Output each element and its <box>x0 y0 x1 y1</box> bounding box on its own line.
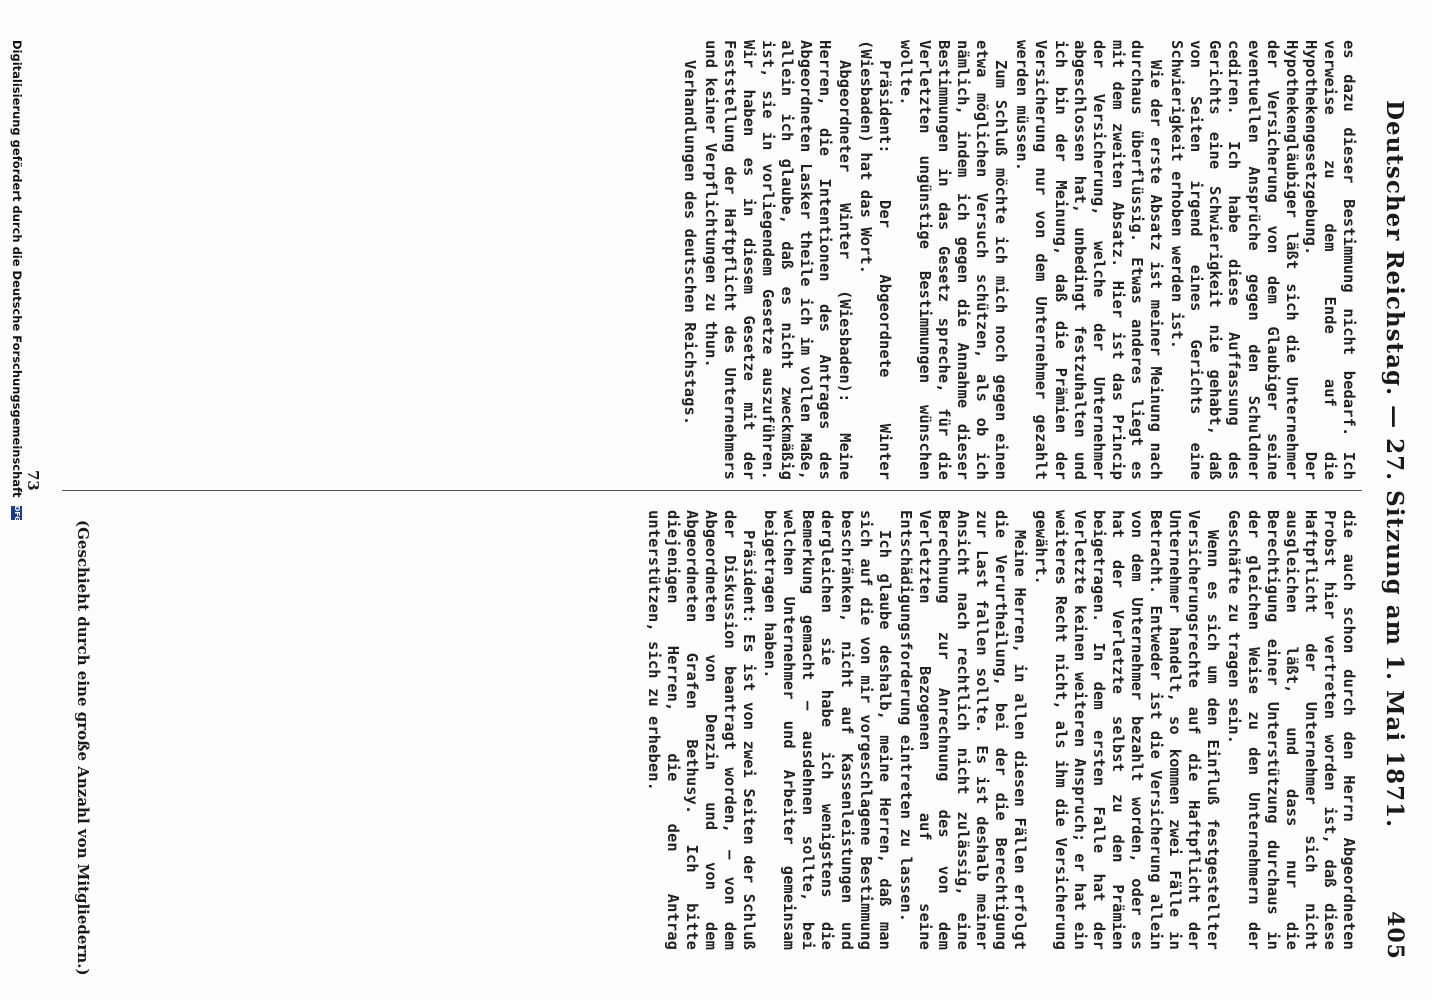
dfg-logo: DFG <box>13 505 21 522</box>
sheet-number: 73 <box>24 470 42 491</box>
bottom-note: (Geschieht durch eine große Anzahl von Mitgliedern.) <box>74 520 92 976</box>
paragraph: Ich glaube deshalb, meine Herren, daß man sich auf die von mir vorgeschlagene Bestimmung beschränken, nicht auf Kassenleistungen und dergleichen sie habe ich wenigstens die Bemerkung gemacht — ausdehnen sollte, bei welchen Unternehmer und Arbeiter gemeinsam beigetragen haben. <box>761 510 894 950</box>
page-header <box>1368 40 1408 960</box>
credit-text: Digitalisierung gefördert durch die Deutsche Forschungsgemeinschaft <box>10 40 24 498</box>
paragraph: Meine Herren, in allen diesen Fällen erfolgt die Verurtheilung, bei der die Berechtigung zur Last fallen sollte. Es ist deshalb meiner Ansicht nach rechtlich nicht zulässig, eine Berechnung zur Anrechnung des von dem Verletzten Bezogenen auf seine Entschädigungsforderung eintreten zu lassen. <box>896 510 1030 950</box>
paragraph: Abgeordneter Winter (Wiesbaden): Meine Herren, die Intentionen des Antrages des Abgeordneten Lasker theile ich im vollen Maße, allein ich glaube, daß es nicht zweckmäßig ist, sie in vorliegendem Gesetze auszuführen. Wir haben es in diesem Gesetze mit der Feststellung der Haftpflicht des Unternehmers und keiner Verpflichtungen zu thun. <box>701 40 854 480</box>
column-divider <box>62 490 1362 491</box>
paragraph: Zum Schluß möchte ich mich noch gegen einen etwa möglichen Versuch schützen, als ob ich nämlich, indem ich gegen die Annahme dieser Bestimmungen in das Gesetz spreche, für die Verletzten ungünstige Bestimmungen wünschen wollte. <box>896 40 1011 480</box>
paragraph: es dazu dieser Bestimmung nicht bedarf. Ich verweise zu dem Ende auf die Hypothekengesetzgebung. Der Hypothekengläubiger läßt sich die Unternehmer der Versicherung von dem Glaubiger seine eventuellen Ansprüche gegen den Schuldner cediren. Ich habe diese Auffassung des Gerichts eine Schwierigkeit nie gehabt, daß von Seiten irgend eines Gerichts eine Schwierigkeit erhoben werden ist. <box>1168 40 1358 480</box>
paragraph: Wie der erste Absatz ist meiner Meinung nach durchaus überflüssig. Etwas anderes liegt es mit dem zweiten Absatz. Hier ist das Princip der Versicherung, welche der Unternehmer abgeschlossen hat, unbedingt festzuhalten und ich bin der Meinung, daß die Prämien der Versicherung nur von dem Unternehmer gezahlt werden müssen. <box>1013 40 1166 480</box>
paragraph: Verhandlungen des deutschen Reichstags. <box>680 60 699 426</box>
paragraph: Präsident: Der Abgeordnete Winter (Wiesbaden) hat das Wort. <box>856 40 894 480</box>
digitization-credit <box>10 40 24 520</box>
page-title: Deutscher Reichstag. — 27. Sitzung am 1. Mai 1871. <box>1381 100 1408 829</box>
left-column <box>678 40 1358 480</box>
paragraph: Präsident: Es ist von zwei Seiten der Schluß der Diskussion beantragt worden, — von dem Abgeordneten von Denzin und von dem Abgeordneten Grafen Bethusy. Ich bitte diejenigen Herren, die den Antrag unterstützen, sich zu erheben. <box>644 510 759 950</box>
paragraph: die auch schon durch den Herrn Abgeordneten Probst hier vertreten worden ist, daß diese Haftpflicht der Unternehmer sich nicht ausgleichen läßt, und dass nur die Berechtigung einer Unterstützung durchaus in der gleichen Weise zu den Unternehmern der Geschäfte zu tragen sein. <box>1225 510 1358 950</box>
right-column <box>642 510 1358 950</box>
paragraph: Wenn es sich um den Einfluß festgestellter Versicherungsrechte auf die Haftpflicht der Unternehmer handelt, so kommen zwei Fälle in Betracht. Entweder ist die Versicherung allein von dem Unternehmer bezahlt worden, oder es hat der Verletzte selbst zu den Prämien beigetragen. In dem ersten Falle hat der Verletzte keinen weiteren Anspruch; er hat ein weiteres Recht nicht, als ihm die Versicherung gewährt. <box>1032 510 1223 950</box>
page-number: 405 <box>1382 911 1408 960</box>
